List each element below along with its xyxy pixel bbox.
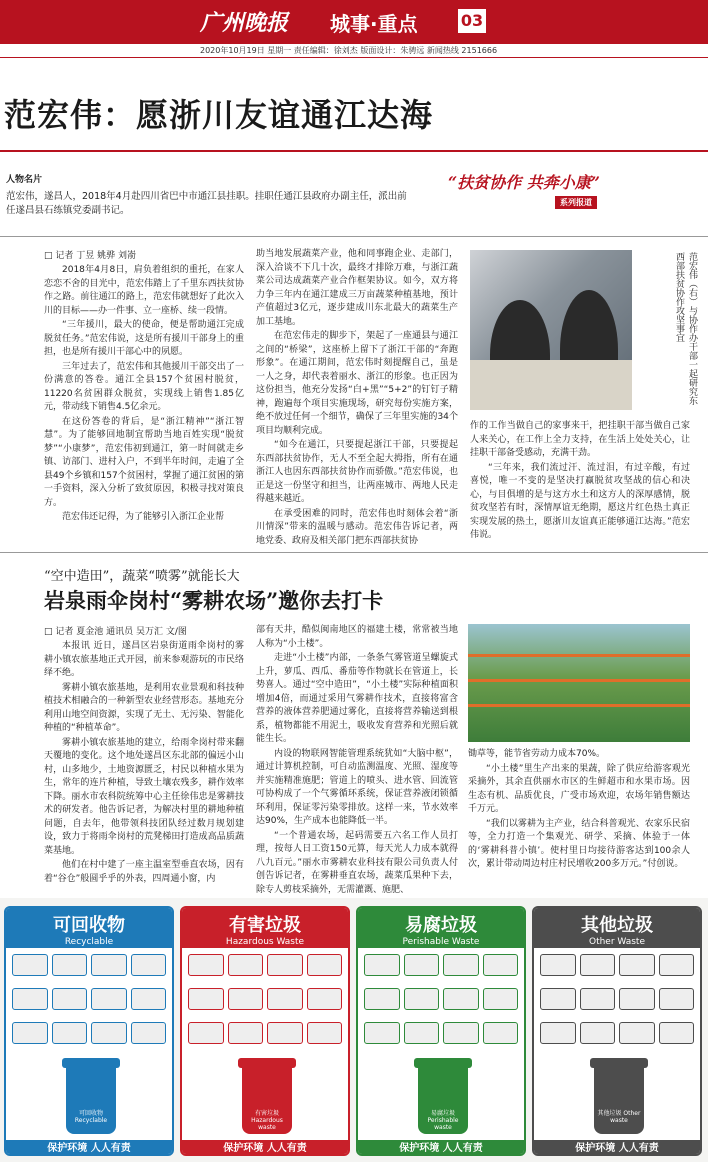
paragraph: 他们在村中建了一座主温室型垂直农场，因有着“谷仓”般圆乎乎的外表，四周通小窗，内 [44, 860, 244, 884]
paragraph: 三年过去了，范宏伟和其他援川干部交出了一份满意的答卷。通江全县157个贫困村脱贫，11220名贫困群众脱贫，实现线上销售1.85亿元，带动线下销售4.5亿余元。 [44, 361, 244, 412]
paragraph: 走进“小土楼”内部，一条条气雾管道呈螺旋式上升，萝瓜、西瓜、番茄等作物就长在管道上，长势喜人。通过“空中造田”，“小土楼”实际种植面积增加4倍，而通过采用气雾耕作技术，直接将富含营养的液体营养肥通过雾化，直接将营养输送到根系，植物都能不用泥土，吸收发育营养和光照后就能生长。 [256, 653, 458, 744]
paragraph: 在这份答卷的背后，是“浙江精神”“浙江智慧”。为了能够回地制宜帮助当地百姓实现“脱贫梦”“小康梦”，范宏伟初到通江，第一时间就走乡镇、访部门、进村入户，不到半年时间，走遍了全县49个乡镇和157个贫困村，掌握了通江贫困的第一手资料，深入分析了致贫原因，积极寻找对策良方。 [44, 416, 244, 508]
paragraph: 雾耕小镇农旅基地，是利用农业景观和科技种植技术相融合的一种新型农业经营形态。基地充分利用山地空间资源，实现了无土、无污染、智能化种植的“种植革命”。 [44, 682, 244, 733]
item-icon [483, 1022, 519, 1044]
item-icon [364, 954, 400, 976]
bin-title: 可回收物 [53, 915, 125, 936]
bin-slogan: 保护环境 人人有责 [358, 1140, 524, 1156]
item-icon [364, 988, 400, 1010]
can-label: 可回收物 Recyclable [74, 1110, 108, 1124]
item-icon [443, 988, 479, 1010]
item-icon [91, 954, 127, 976]
bin-slogan: 保护环境 人人有责 [534, 1140, 700, 1156]
article1-column-2 [256, 248, 458, 549]
item-icon [580, 954, 616, 976]
paragraph: 范宏伟还记得，为了能够引入浙江企业帮 [62, 512, 225, 522]
article1-photo [470, 250, 632, 410]
perishable-bin-card [356, 906, 526, 1156]
item-icon [483, 954, 519, 976]
item-icon [267, 1022, 303, 1044]
recyclable-bin-card [4, 906, 174, 1156]
item-icon [580, 988, 616, 1010]
item-icon [540, 954, 576, 976]
item-icon [52, 988, 88, 1010]
bin-header [534, 908, 700, 948]
item-icon-grid [182, 948, 348, 1058]
item-icon-grid [358, 948, 524, 1058]
item-icon [443, 954, 479, 976]
waste-sorting-poster [0, 898, 708, 1162]
bin-title: 易腐垃圾 [405, 915, 477, 936]
other-bin-card [532, 906, 702, 1156]
item-icon [228, 954, 264, 976]
bin-title: 有害垃圾 [229, 915, 301, 936]
article2-kicker: “空中造田”，蔬菜“喷雾”就能长大 [44, 569, 240, 584]
item-icon [91, 988, 127, 1010]
item-icon [580, 1022, 616, 1044]
recycle-bin-icon [66, 1064, 116, 1134]
divider [0, 57, 708, 58]
bin-header [358, 908, 524, 948]
bin-title: 其他垃圾 [581, 915, 653, 936]
article1-column-3 [470, 420, 690, 544]
item-icon [52, 1022, 88, 1044]
item-icon [12, 954, 48, 976]
pipe [468, 704, 690, 707]
item-icon [12, 988, 48, 1010]
divider [0, 150, 708, 152]
article1-headline: 范宏伟：愿浙川友谊通江达海 [4, 96, 434, 134]
item-icon-grid [534, 948, 700, 1058]
article2-photo [468, 624, 690, 742]
item-icon [404, 988, 440, 1010]
can-label: 有害垃圾 Hazardous waste [251, 1110, 283, 1131]
bin-english: Recyclable [64, 937, 114, 947]
item-icon [91, 1022, 127, 1044]
profile-label: 人物名片 [6, 175, 43, 185]
bin-header [182, 908, 348, 948]
pipe [468, 654, 690, 657]
paragraph: “三年援川，最大的使命，便是帮助通江完成脱贫任务。”范宏伟说，这是所有援川干部身上的重担，也是所有援川干部心中的夙愿。 [44, 320, 244, 357]
item-icon [540, 1022, 576, 1044]
item-icon [443, 1022, 479, 1044]
item-icon [52, 954, 88, 976]
paragraph: 锄草等，能节省劳动力成本70%。 [468, 749, 606, 759]
paragraph: 助当地发展蔬菜产业，他和同事跑企业、走部门，深入洽谈不下几十次，最终才排除万难，与浙江蔬菜公司达成蔬菜产业合作框架协议。如今，双方将力争三年内在通江建成三万亩蔬菜种植基地，预计产值超过3亿元，逐步建成川东北最大的蔬菜生产加工基地。 [256, 249, 458, 327]
divider [0, 236, 708, 237]
hazard-bin-icon [242, 1064, 292, 1134]
item-icon [483, 988, 519, 1010]
bin-illustration [6, 1058, 172, 1140]
compost-bin-icon [418, 1064, 468, 1134]
bin-english: Perishable Waste [402, 937, 480, 947]
article2-headline: 岩泉雨伞岗村“雾耕农场”邀你去打卡 [44, 588, 384, 613]
item-icon [228, 988, 264, 1010]
bin-header [6, 908, 172, 948]
paragraph: 本报讯 近日，遂昌区岩泉街道雨伞岗村的雾耕小镇农旅基地正式开园，前来参观游玩的市民络绎不绝。 [44, 641, 244, 678]
pipe [468, 679, 690, 682]
item-icon [307, 988, 343, 1010]
article2-byline: □ 记者 夏金池 通讯员 吴万汇 文/图 [44, 624, 187, 637]
profile-text: 范宏伟，遂昌人，2018年4月赴四川省巴中市通江县挂职。挂职任通江县政府办副主任，派出前任遂昌县石练镇党委副书记。 [6, 191, 407, 216]
paragraph: “三年来，我们流过汗、流过泪，有过辛酸，有过喜悦，唯一不变的是坚决打赢脱贫攻坚战的信心和决心，与目俱增的是与这方水土和这方人的深厚感情，脱贫攻坚若有时，深情厚谊无绝期，愿这片红色热土真正实现发展的热土，愿浙川友谊真正能够通江达海。”范宏伟说。 [470, 462, 690, 540]
item-icon [267, 954, 303, 976]
article2-column-2 [256, 624, 458, 898]
paragraph: “我们以雾耕为主产业，结合科普观光、农家乐民宿等，全力打造一个集观光、研学、采摘、体验于一体的‘雾耕科普小镇’。使村里日均接待游客达到100余人次，累计带动周边村庄村民增收200多万元。”付创说。 [468, 818, 690, 869]
article1-byline: □ 记者 丁昱 姚骅 刘嵛 [44, 248, 136, 261]
item-icon [619, 988, 655, 1010]
paragraph: 雾耕小镇农旅基地的建立，给雨伞岗村带来翻天覆地的变化。这个地处遂昌区东北部的偏远小山村，山多地少，土地资源匮乏，村民以种植水果为生，常年的连片种植，导致土壤农残多，耕作效率下降。丽水市农科院统筹中心主任徐伟忠是雾耕技术的研发者。他告诉记者，为解决村里的耕地种植问题，自去年，他带领科技团队经过数月规划建设，致力于将雨伞岗村的荒凳梯田打造成高品质蔬菜基地。 [44, 737, 244, 856]
bin-slogan: 保护环境 人人有责 [6, 1140, 172, 1156]
item-icon [659, 954, 695, 976]
item-icon [267, 988, 303, 1010]
item-icon [188, 1022, 224, 1044]
article2-column-1 [44, 640, 244, 887]
item-icon-grid [6, 948, 172, 1058]
item-icon [540, 988, 576, 1010]
paragraph: 2018年4月8日，肩负着组织的重托，在家人恋恋不舍的目光中，范宏伟踏上了千里东西扶贫协作之路。前往通江的路上，范宏伟就想好了此次入川的目标——办一件事、立一座桥、续一段情。 [44, 265, 244, 316]
photo-caption: 范宏伟（右）与协作办干部一起研究东西部扶贫协作攻坚事宜 [674, 252, 697, 405]
item-icon [619, 954, 655, 976]
bin-illustration [358, 1058, 524, 1140]
bin-illustration [182, 1058, 348, 1140]
bin-english: Other Waste [588, 937, 645, 947]
item-icon [131, 1022, 167, 1044]
can-label: 其他垃圾 Other waste [597, 1110, 641, 1124]
hazardous-bin-card [180, 906, 350, 1156]
paragraph: 内设的物联网智能管理系统犹如“大脑中枢”，通过计算机控制，可自动监测温度、光照、湿度等并实施精准施肥；管道上的喷头、进水管、回流管可协构成了一个气雾循环系统，保证营养液闭锁循环利用，保证零污染零排放。这样一来，节水效率达90%，生产成本也能降低一半。 [256, 748, 458, 826]
paragraph: “如今在通江，只要提起浙江干部，只要提起东西部扶贫协作，无人不至全起大拇指，所有在通浙江人也因东西部扶贫协作而骄傲。”范宏伟说，也正是这一份坚守和担当，让两座城市、两地人民走得越来越近。 [256, 440, 458, 504]
item-icon [12, 1022, 48, 1044]
campaign-title: “扶贫协作 共奔小康” [448, 173, 600, 192]
paragraph: 在承受困难的同时，范宏伟也时刻体会着“浙川情深”带来的温暖与感动。范宏伟告诉记者，两地党委、政府及相关部门把东西部扶贫协 [256, 508, 458, 546]
divider [0, 552, 708, 553]
paragraph: “小土楼”里生产出来的果蔬，除了供应给游客观光采摘外，其余直供丽水市区的生鲜超市和水果市场。因生态有机、品质优良，广受市场欢迎，农场年销售额达千万元。 [468, 763, 690, 814]
item-icon [364, 1022, 400, 1044]
bin-slogan: 保护环境 人人有责 [182, 1140, 348, 1156]
item-icon [619, 1022, 655, 1044]
desk [470, 360, 632, 410]
paragraph: 在范宏伟走的脚步下，架起了一座通县与通江之间的“桥梁”，这座桥上留下了浙江干部的“奔跑形象”。在通江期间，范宏伟时刻提醒自己，虽是一人之身，却代表着丽水、浙江的形象。也正因为这份担当，他充分发扬“白+黑”“5+2”的钉钉子精神，跑遍每个项目实施现场，研究每份实施方案，绝不放过任何一个细节，确保了三年里实施的34个项目均顺利完成。 [256, 331, 458, 436]
item-icon [307, 954, 343, 976]
can-label: 易腐垃圾 Perishable waste [427, 1110, 459, 1131]
campaign-subtitle: 系列报道 [555, 196, 597, 209]
item-icon [131, 954, 167, 976]
item-icon [131, 988, 167, 1010]
paragraph: 部有天井，酷似闽南地区的福建土楼，常常被当地人称为“小土楼”。 [256, 625, 458, 649]
trash-bin-icon [594, 1064, 644, 1134]
dateline: 2020年10月19日 星期一 责任编辑：徐刘杰 版面设计：朱骋远 新闻热线 2151666 [200, 46, 498, 55]
item-icon [659, 988, 695, 1010]
item-icon [404, 954, 440, 976]
article1-column-1 [44, 264, 244, 526]
item-icon [404, 1022, 440, 1044]
item-icon [228, 1022, 264, 1044]
section-title: 城事·重点 [330, 12, 418, 36]
page-number: 03 [458, 9, 486, 33]
bin-illustration [534, 1058, 700, 1140]
item-icon [188, 954, 224, 976]
article2-column-3 [468, 748, 690, 873]
item-icon [188, 988, 224, 1010]
paragraph: “一个普通农场，起码需要五六名工作人员打理，按每人日工资150元算，每天光人力成本就得八九百元。”丽水市雾耕农业科技有限公司负责人付创告诉记者，在雾耕垂直农场，蔬菜瓜果种下去，除专人剪枝采摘外，无需灌溉、施肥、 [256, 830, 458, 895]
paragraph: 作的工作当做自己的家事来干，把挂职干部当做自己家人来关心，在工作上全力支持，在生活上处处关心，让挂职干部备受感动，充满干劲。 [470, 421, 690, 458]
item-icon [659, 1022, 695, 1044]
bin-english: Hazardous Waste [225, 937, 305, 947]
item-icon [307, 1022, 343, 1044]
newspaper-logo: 广州晚报 [200, 10, 289, 36]
